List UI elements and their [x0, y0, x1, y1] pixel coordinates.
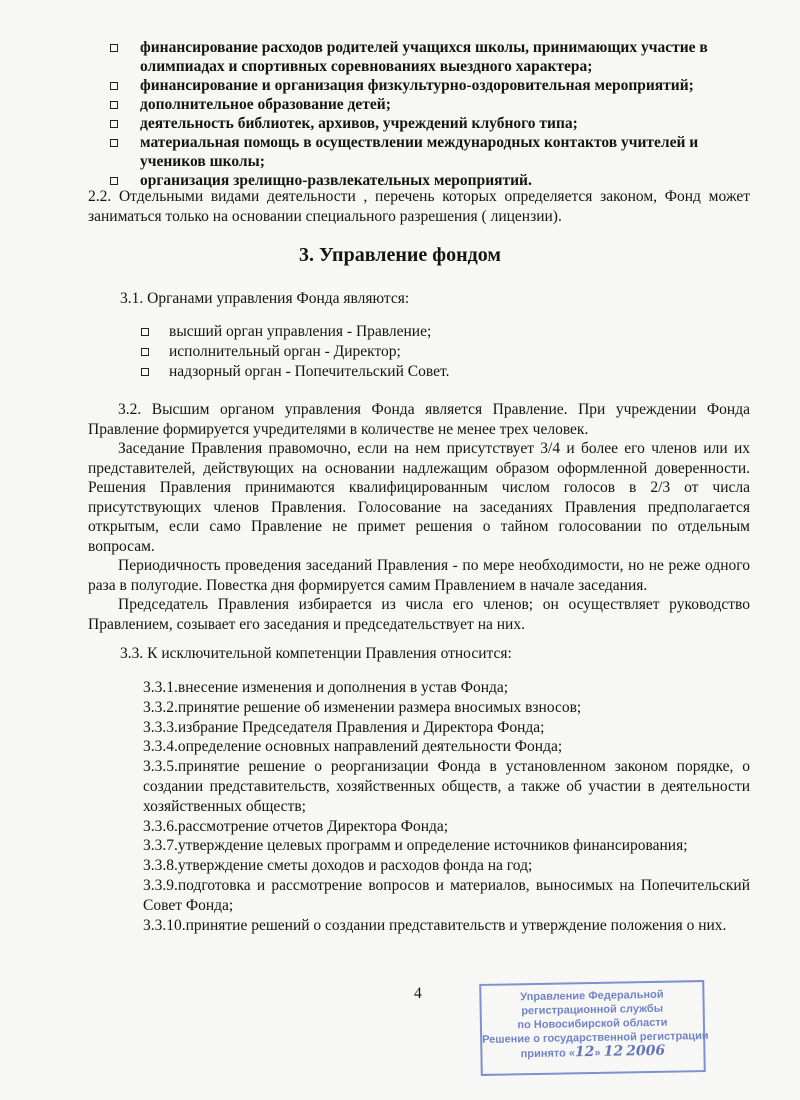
list-item: исполнительный орган - Директор; [141, 342, 449, 362]
list-item: деятельность библиотек, архивов, учреждений клубного типа; [110, 114, 750, 133]
list-item: финансирование расходов родителей учащихся школы, принимающих участие в олимпиадах и спортивных соревнованиях выездного характера; [110, 38, 750, 76]
list-item: финансирование и организация физкультурно-оздоровительная мероприятий; [110, 76, 750, 95]
list-item: 3.3.5.принятие решение о реорганизации Фонда в установленном законом порядке, о создании представительств, хозяйственных обществ, а также об участии в деятельности хозяйственных обществ; [143, 758, 750, 815]
list-item: 3.3.3.избрание Председателя Правления и Директора Фонда; [143, 718, 545, 736]
stamp-line: по Новосибирской области [517, 1016, 668, 1032]
list-item: 3.3.2.принятие решение об изменении размера вносимых взносов; [143, 698, 582, 716]
list-item: 3.3.1.внесение изменения и дополнения в устав Фонда; [143, 679, 509, 696]
list-item: 3.3.7.утверждение целевых программ и определение источников финансирования; [143, 837, 688, 855]
list-item: высший орган управления - Правление; [141, 322, 449, 342]
stamp-day: 12 [574, 1043, 595, 1061]
square-bullet-icon [141, 368, 149, 376]
section-title: 3. Управление фондом [299, 244, 501, 266]
list-item: надзорный орган - Попечительский Совет. [141, 362, 449, 382]
list-item: 3.3.9.подготовка и рассмотрение вопросов и материалов, выносимых на Попечительский Совет Фонда; [143, 876, 750, 914]
square-bullet-icon [141, 348, 149, 356]
square-bullet-icon [110, 177, 118, 185]
square-bullet-icon [110, 44, 118, 52]
stamp-year: 2006 [626, 1042, 666, 1060]
stamp-line: Управление Федеральной [520, 988, 664, 1004]
registration-stamp [479, 980, 709, 1076]
square-bullet-icon [110, 120, 118, 128]
organs-list [141, 322, 449, 382]
stamp-text: » [594, 1046, 601, 1059]
list-item: материальная помощь в осуществлении международных контактов учителей и учеников школы; [110, 133, 750, 171]
board-description [88, 400, 750, 634]
competence-list [143, 678, 750, 935]
paragraph-session: Заседание Правления правомочно, если на нем присутствует 3/4 и более его членов или их представителей, действующих на основании надлежащим образом оформленной доверенности. Решения Правления принимаются квалифицированным числом голосов в 2/3 от числа присутствующих членов Правления. Голосование на заседаниях Правления предполагается открытым, если само Правление не примет решения о тайном голосовании по отдельным вопросам. [88, 440, 750, 555]
square-bullet-icon [110, 101, 118, 109]
paragraph-3-2: 3.2. Высшим органом управления Фонда является Правление. При учреждении Фонда Правление формируется учредителями в количестве не менее трех человек. [88, 401, 750, 438]
list-item: 3.3.8.утверждение сметы доходов и расходов фонда на год; [143, 857, 533, 875]
activity-bullet-list [110, 38, 750, 190]
stamp-line: регистрационной службы [521, 1002, 664, 1018]
square-bullet-icon [141, 328, 149, 336]
square-bullet-icon [110, 82, 118, 90]
paragraph-3-3: 3.3. К исключительной компетенции Правления относится: [120, 645, 512, 662]
page-number: 4 [414, 985, 422, 1002]
stamp-month: 12 [603, 1043, 624, 1060]
paragraph-periodicity: Периодичность проведения заседаний Правления - по мере необходимости, но не реже одного раза в полугодие. Повестка дня формируется самим Правлением в начале заседания. [88, 557, 750, 594]
list-item: дополнительное образование детей; [110, 95, 750, 114]
list-item: 3.3.4.определение основных направлений деятельности Фонда; [143, 738, 563, 756]
paragraph-3-1: 3.1. Органами управления Фонда являются: [120, 290, 410, 307]
list-item: 3.3.10.принятие решений о создании представительств и утверждение положения о них. [143, 916, 727, 934]
stamp-text: принято « [520, 1047, 576, 1061]
list-item: 3.3.6.рассмотрение отчетов Директора Фонда; [143, 817, 449, 835]
square-bullet-icon [110, 139, 118, 147]
stamp-line: Решение о государственной регистрации [482, 1029, 709, 1046]
list-item: организация зрелищно-развлекательных мероприятий. [110, 171, 750, 190]
paragraph-chairman: Председатель Правления избирается из числа его членов; он осуществляет руководство Правлением, созывает его заседания и председательствует на них. [88, 596, 750, 633]
paragraph-2-2: 2.2. Отдельными видами деятельности , перечень которых определяется законом, Фонд может заниматься только на основании специального разрешения ( лицензии). [88, 188, 750, 225]
